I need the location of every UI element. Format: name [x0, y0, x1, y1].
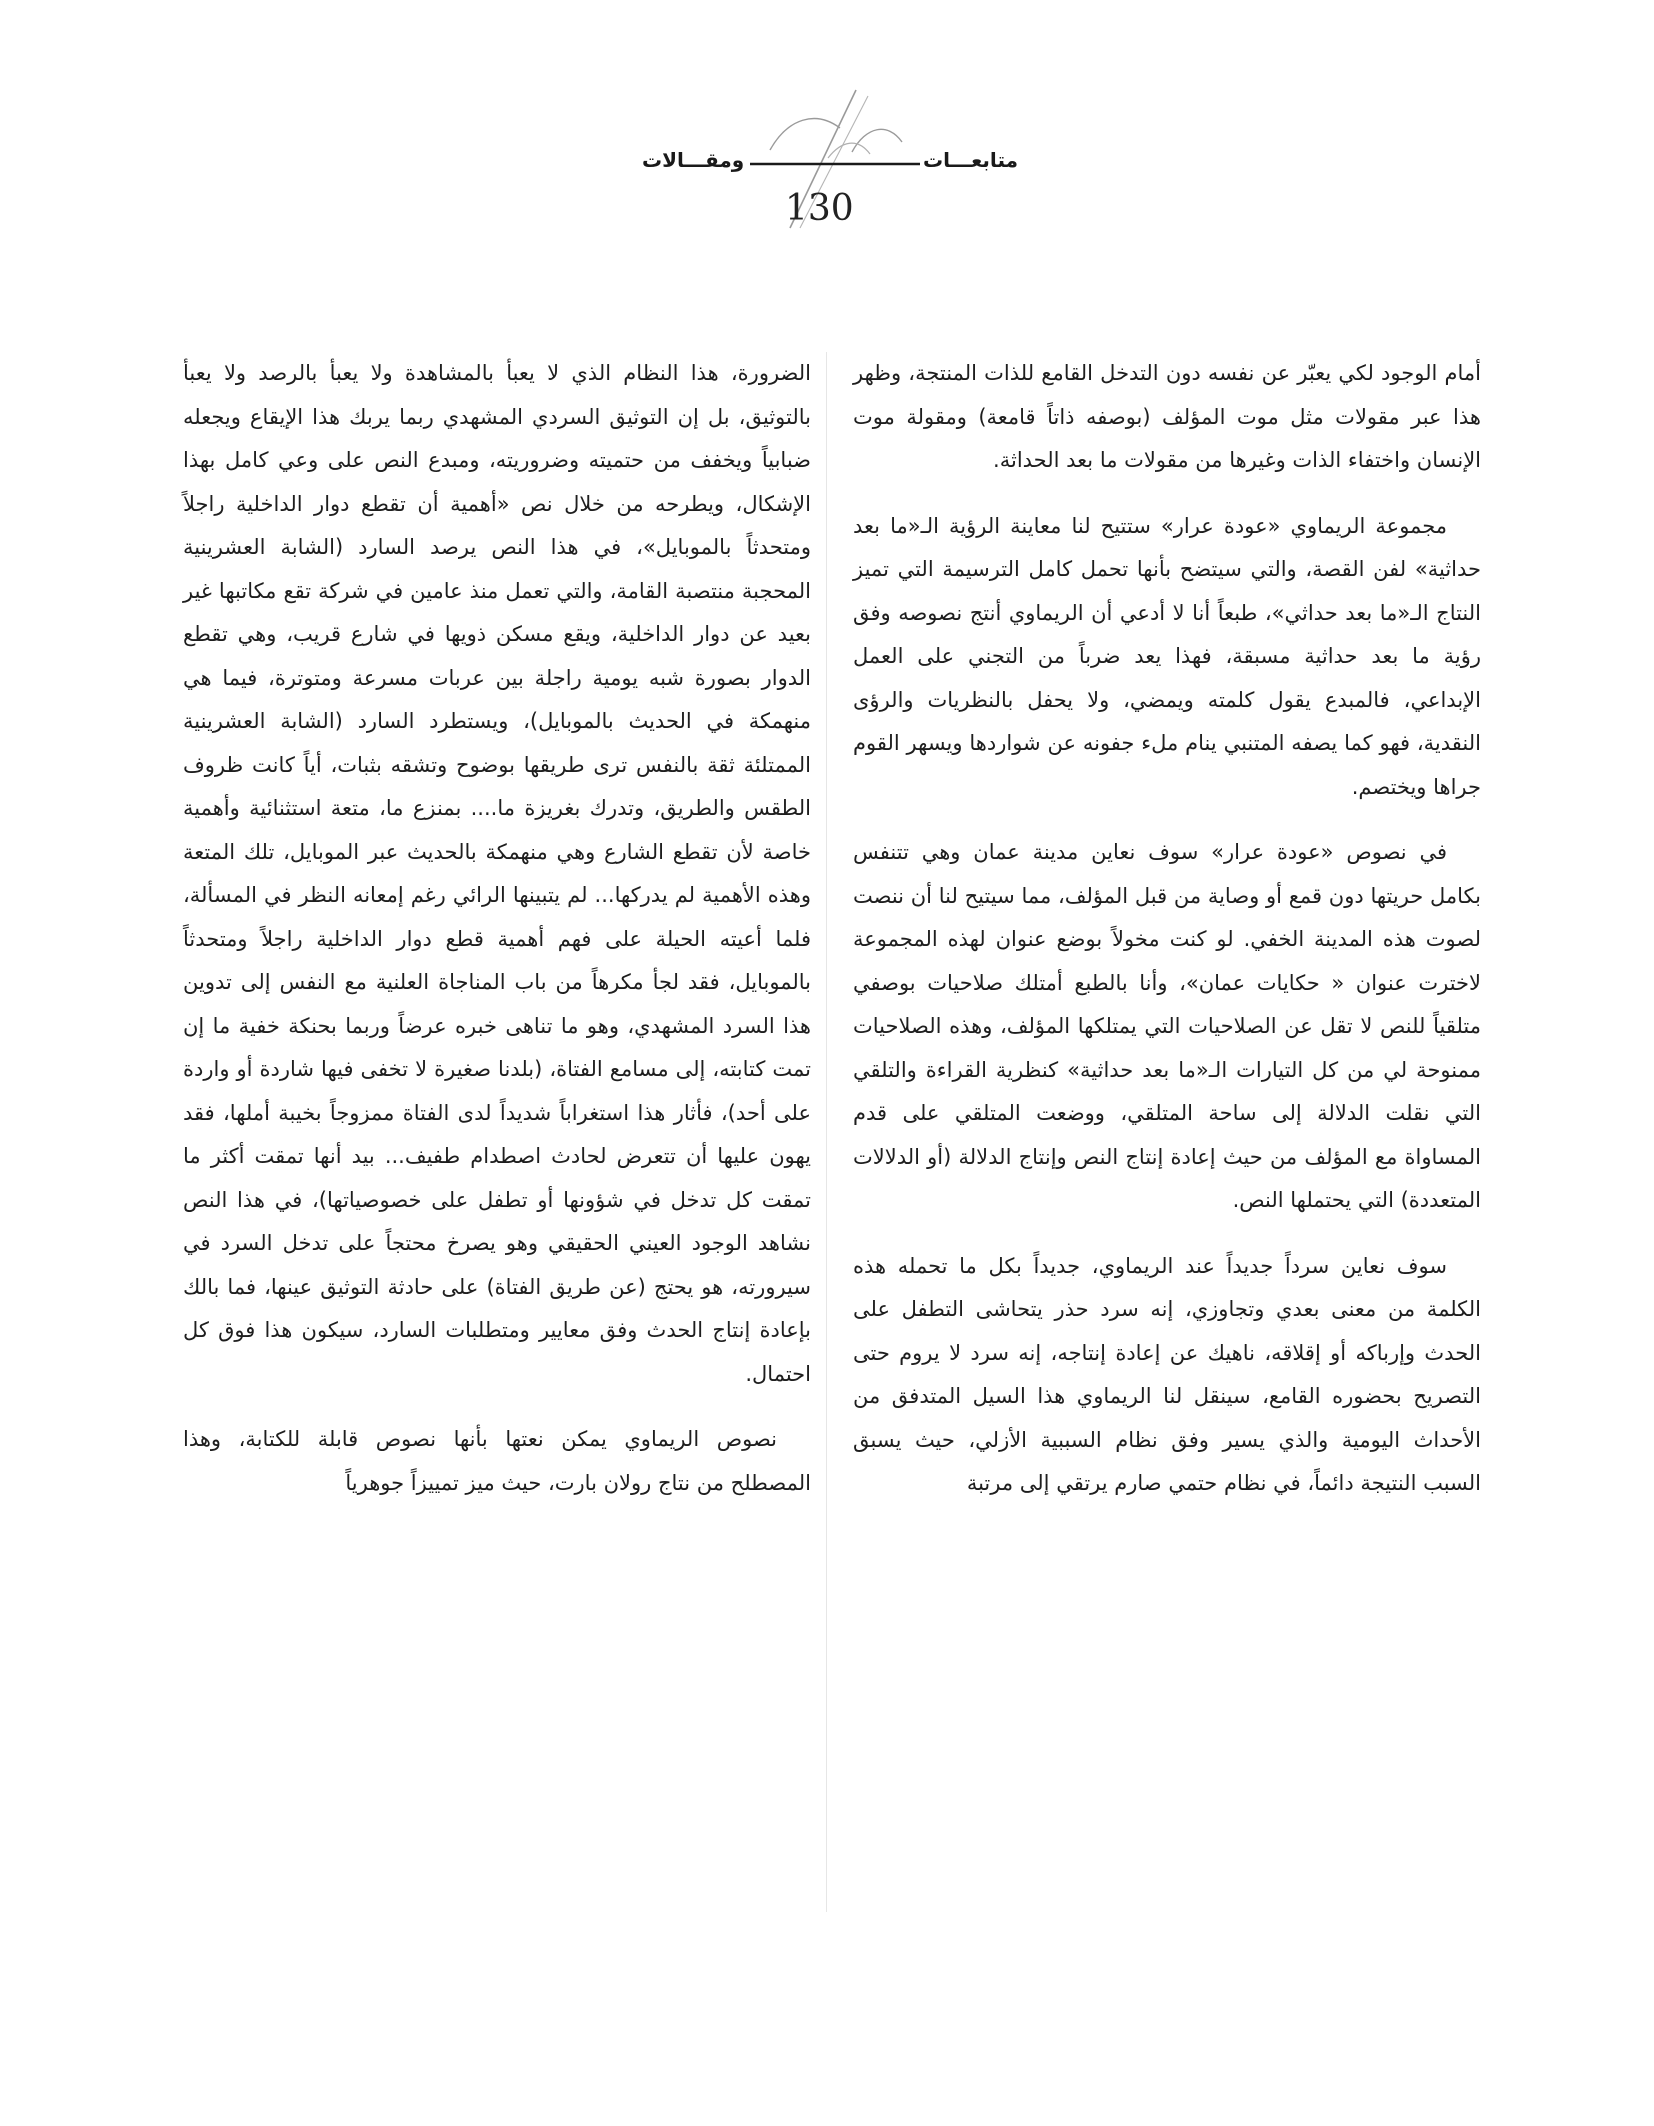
column-divider [826, 352, 827, 1912]
text-column-left [183, 352, 811, 1527]
section-title-followups: متابعـــات [923, 148, 1018, 172]
paragraph: نصوص الريماوي يمكن نعتها بأنها نصوص قابلة للكتابة، وهذا المصطلح من نتاج رولان بارت، حيث ميز تمييزاً جوهرياً [183, 1427, 811, 1495]
paragraph: أمام الوجود لكي يعبّر عن نفسه دون التدخل القامع للذات المنتجة، وظهر هذا عبر مقولات مثل موت المؤلف (بوصفه ذاتاً قامعة) ومقولة موت الإنسان واختفاء الذات وغيرها من مقولات ما بعد الحداثة. [853, 361, 1481, 472]
paragraph: الضرورة، هذا النظام الذي لا يعبأ بالمشاهدة ولا يعبأ بالرصد ولا يعبأ بالتوثيق، بل إن التوثيق السردي المشهدي ربما يربك هذا الإيقاع ويجعله ضبابياً ويخفف من حتميته وضروريته، ومبدع النص على وعي كامل بهذا الإشكال، ويطرحه من خلال نص «أهمية أن تقطع دوار الداخلية راجلاً ومتحدثاً بالموبايل»، في هذا النص يرصد السارد (الشابة العشرينية المحجبة منتصبة القامة، والتي تعمل منذ عامين في شركة تقع مكاتبها غير بعيد عن دوار الداخلية، ويقع مسكن ذويها في شارع قريب، وهي تقطع الدوار بصورة شبه يومية راجلة بين عربات مسرعة ومتوترة، فيما هي منهمكة في الحديث بالموبايل)، ويستطرد السارد (الشابة العشرينية الممتلئة ثقة بالنفس ترى طريقها بوضوح وتشقه بثبات، أياً كانت ظروف الطقس والطريق، وتدرك بغريزة ما.... بمنزع ما، متعة استثنائية وأهمية خاصة لأن تقطع الشارع وهي منهمكة بالحديث عبر الموبايل، تلك المتعة وهذه الأهمية لم يدركها... لم يتبينها الرائي رغم إمعانه النظر في المسألة، فلما أعيته الحيلة على فهم أهمية قطع دوار الداخلية راجلاً ومتحدثاً بالموبايل، فقد لجأ مكرهاً من باب المناجاة العلنية مع النفس إلى تدوين هذا السرد المشهدي، وهو ما تناهى خبره عرضاً وربما بحنكة خفية ما إن تمت كتابته، إلى مسامع الفتاة، (بلدنا صغيرة لا تخفى فيها شاردة أو واردة على أحد)، فأثار هذا استغراباً شديداً لدى الفتاة ممزوجاً بخيبة أملها، فقد يهون عليها أن تتعرض لحادث اصطدام طفيف... بيد أنها تمقت أكثر ما تمقت كل تدخل في شؤونها أو تطفل على خصوصياتها)، في هذا النص نشاهد الوجود العيني الحقيقي وهو يصرخ محتجاً على تدخل السرد في سيرورته، هو يحتج (عن طريق الفتاة) على حادثة التوثيق عينها، فما بالك بإعادة إنتاج الحدث وفق معايير ومتطلبات السارد، سيكون هذا فوق كل احتمال. [183, 361, 811, 1386]
page-number: 130 [785, 188, 854, 229]
paragraph: سوف نعاين سرداً جديداً عند الريماوي، جديداً بكل ما تحمله هذه الكلمة من معنى بعدي وتجاوزي، إنه سرد حذر يتحاشى التطفل على الحدث وإرباكه أو إقلاقه، ناهيك عن إعادة إنتاجه، إنه سرد لا يروم حتى التصريح بحضوره القامع، سينقل لنا الريماوي هذا السيل المتدفق من الأحداث اليومية والذي يسير وفق نظام السببية الأزلي، حيث يسبق السبب النتيجة دائماً، في نظام حتمي صارم يرتقي إلى مرتبة [853, 1253, 1481, 1495]
text-column-right [853, 352, 1481, 1528]
paragraph: مجموعة الريماوي «عودة عرار» ستتيح لنا معاينة الرؤية الـ«ما بعد حداثية» لفن القصة، والتي سيتضح بأنها تحمل كامل الترسيمة التي تميز النتاج الـ«ما بعد حداثي»، طبعاً أنا لا أدعي أن الريماوي أنتج نصوصه وفق رؤية ما بعد حداثية مسبقة، فهذا يعد ضرباً من التجني على العمل الإبداعي، فالمبدع يقول كلمته ويمضي، ولا يحفل بالنظريات والرؤى النقدية، فهو كما يصفه المتنبي ينام ملء جفونه عن شواردها ويسهر القوم جراها ويختصم. [853, 513, 1481, 799]
section-title-articles: ومقـــالات [642, 148, 745, 172]
page-header [620, 88, 1040, 238]
paragraph: في نصوص «عودة عرار» سوف نعاين مدينة عمان وهي تتنفس بكامل حريتها دون قمع أو وصاية من قبل المؤلف، مما سيتيح لنا أن ننصت لصوت هذه المدينة الخفي. لو كنت مخولاً بوضع عنوان لهذه المجموعة لاخترت عنوان « حكايات عمان»، وأنا بالطبع أمتلك صلاحيات بوصفي متلقياً للنص لا تقل عن الصلاحيات التي يمتلكها المؤلف، وهذه الصلاحيات ممنوحة لي من كل التيارات الـ«ما بعد حداثية» كنظرية القراءة والتلقي التي نقلت الدلالة إلى ساحة المتلقي، ووضعت المتلقي على قدم المساواة مع المؤلف من حيث إعادة إنتاج النص وإنتاج الدلالة (أو الدلالات المتعددة) التي يحتملها النص. [853, 840, 1481, 1212]
